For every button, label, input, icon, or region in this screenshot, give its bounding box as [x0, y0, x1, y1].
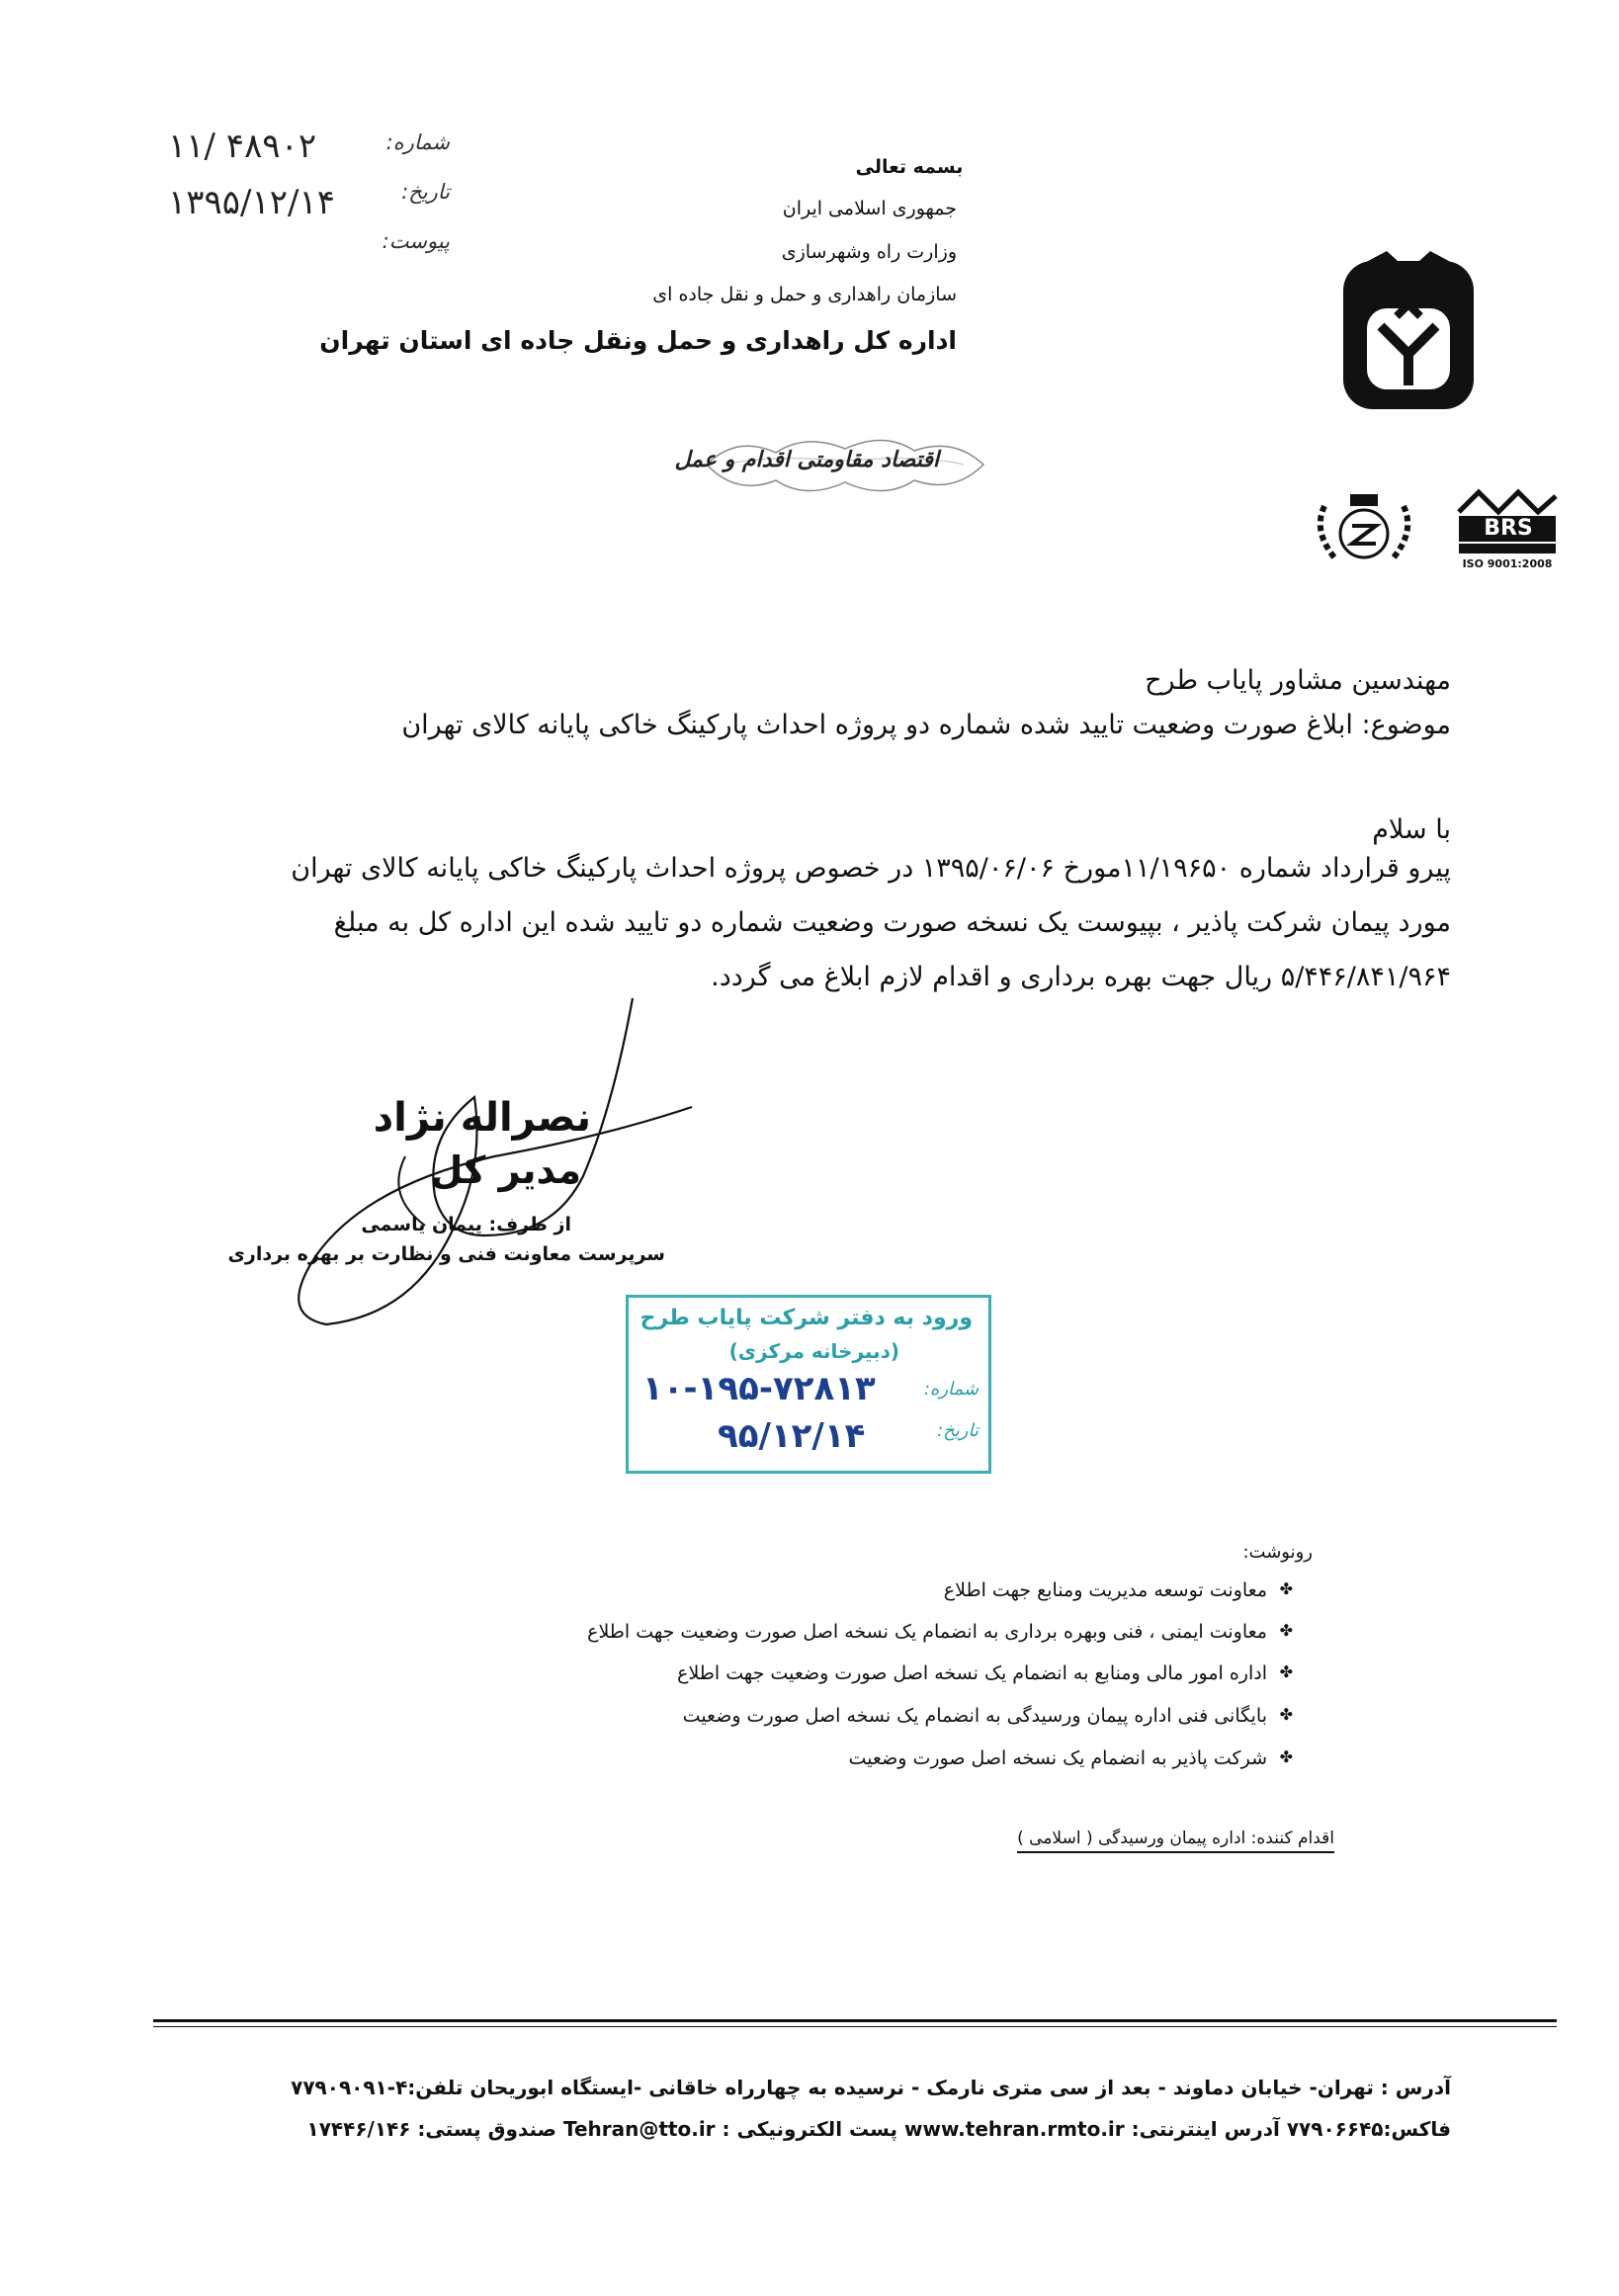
motto-text: اقتصاد مقاومتی اقدام و عمل — [674, 447, 939, 472]
stamp-line-1: ورود به دفتر شرکت پایاب طرح — [639, 1306, 973, 1330]
stamp-date-value: ۹۵/۱۲/۱۴ — [718, 1416, 866, 1456]
motto-banner — [674, 425, 993, 504]
bullet-icon: ✤ — [1279, 1747, 1293, 1766]
iso-standard-label: ISO 9001:2008 — [1462, 557, 1553, 570]
iso-emblem — [1305, 486, 1423, 575]
attachment-label: پیوست: — [382, 229, 450, 253]
footer-contact: فاکس:۷۷۹۰۶۶۴۵ آدرس اینترنتی: www.tehran.rmto.ir پست الکترونیکی : Tehran@tto.ir صندوق پستی: ۱۷۴۴۶/۱۴۶ — [306, 2117, 1451, 2141]
signatory-position: سرپرست معاونت فنی و نظارت بر بهره برداری — [227, 1243, 665, 1265]
recipient: مهندسین مشاور پایاب طرح — [1145, 665, 1451, 696]
number-label: شماره: — [385, 130, 450, 154]
ministry-line: وزارت راه وشهرسازی — [781, 241, 957, 263]
bullet-icon: ✤ — [1279, 1579, 1293, 1598]
stamp-number-label: شماره: — [923, 1379, 979, 1400]
republic-line: جمهوری اسلامی ایران — [782, 198, 957, 219]
greeting: با سلام — [1372, 814, 1451, 845]
letter-date: ۱۳۹۵/۱۲/۱۴ — [168, 183, 336, 222]
stamp-line-2: (دبیرخانه مرکزی) — [728, 1339, 899, 1363]
footer-address: آدرس : تهران- خیابان دماوند - بعد از سی متری نارمک - نرسیده به چهارراه خاقانی -ایستگاه ابوریحان تلفن:۴-۷۷۹۰۹۰۹۱ — [291, 2076, 1451, 2099]
bullet-icon: ✤ — [1279, 1621, 1293, 1640]
action-by: اقدام کننده: اداره پیمان ورسیدگی ( اسلامی ) — [1017, 1828, 1334, 1853]
signatory-name: نصراله نژاد — [373, 1095, 591, 1141]
body-line-1: پیرو قرارداد شماره ۱۱/۱۹۶۵۰مورخ ۱۳۹۵/۰۶/۰۶ در خصوص پروژه احداث پارکینگ خاکی پایانه کالای تهران — [291, 853, 1451, 884]
footer-rule-bottom — [153, 2026, 1557, 2027]
ministry-logo — [1339, 247, 1478, 415]
cc-label: رونوشت: — [1242, 1542, 1313, 1563]
organization-line: سازمان راهداری و حمل و نقل جاده ای — [652, 284, 957, 305]
letter-number: ۱۱/ ۴۸۹۰۲ — [168, 127, 317, 166]
iso-wreath-icon — [1305, 486, 1423, 575]
footer-rule-top — [153, 2019, 1557, 2022]
stamp-date-label: تاریخ: — [937, 1420, 979, 1441]
invocation: بسمه تعالی — [855, 156, 964, 178]
signatory-title: مدیر کل — [430, 1148, 581, 1192]
body-line-3: ۵/۴۴۶/۸۴۱/۹۶۴ ریال جهت بهره برداری و اقدام لازم ابلاغ می گردد. — [711, 962, 1451, 992]
office-title: اداره کل راهداری و حمل ونقل جاده ای استان تهران — [319, 326, 957, 355]
body-line-2: مورد پیمان شرکت پاذیر ، بپیوست یک نسخه صورت وضعیت شماره دو تایید شده این اداره کل به مبلغ — [333, 907, 1451, 938]
header-block — [613, 156, 1206, 178]
brs-label: BRS — [1484, 516, 1533, 541]
stamp-number-value: ۱۰-۱۹۵-۷۲۸۱۳ — [642, 1369, 876, 1408]
brs-emblem — [1453, 486, 1562, 575]
on-behalf: از طرف: پیمان یاسمی — [361, 1214, 571, 1235]
road-organization-logo-icon — [1339, 247, 1478, 415]
subject: موضوع: ابلاغ صورت وضعیت تایید شده شماره دو پروژه احداث پارکینگ خاکی پایانه کالای تهران — [401, 710, 1451, 740]
receipt-stamp — [626, 1295, 991, 1474]
bullet-icon: ✤ — [1279, 1705, 1293, 1724]
bullet-icon: ✤ — [1279, 1662, 1293, 1681]
date-label: تاریخ: — [401, 180, 450, 204]
